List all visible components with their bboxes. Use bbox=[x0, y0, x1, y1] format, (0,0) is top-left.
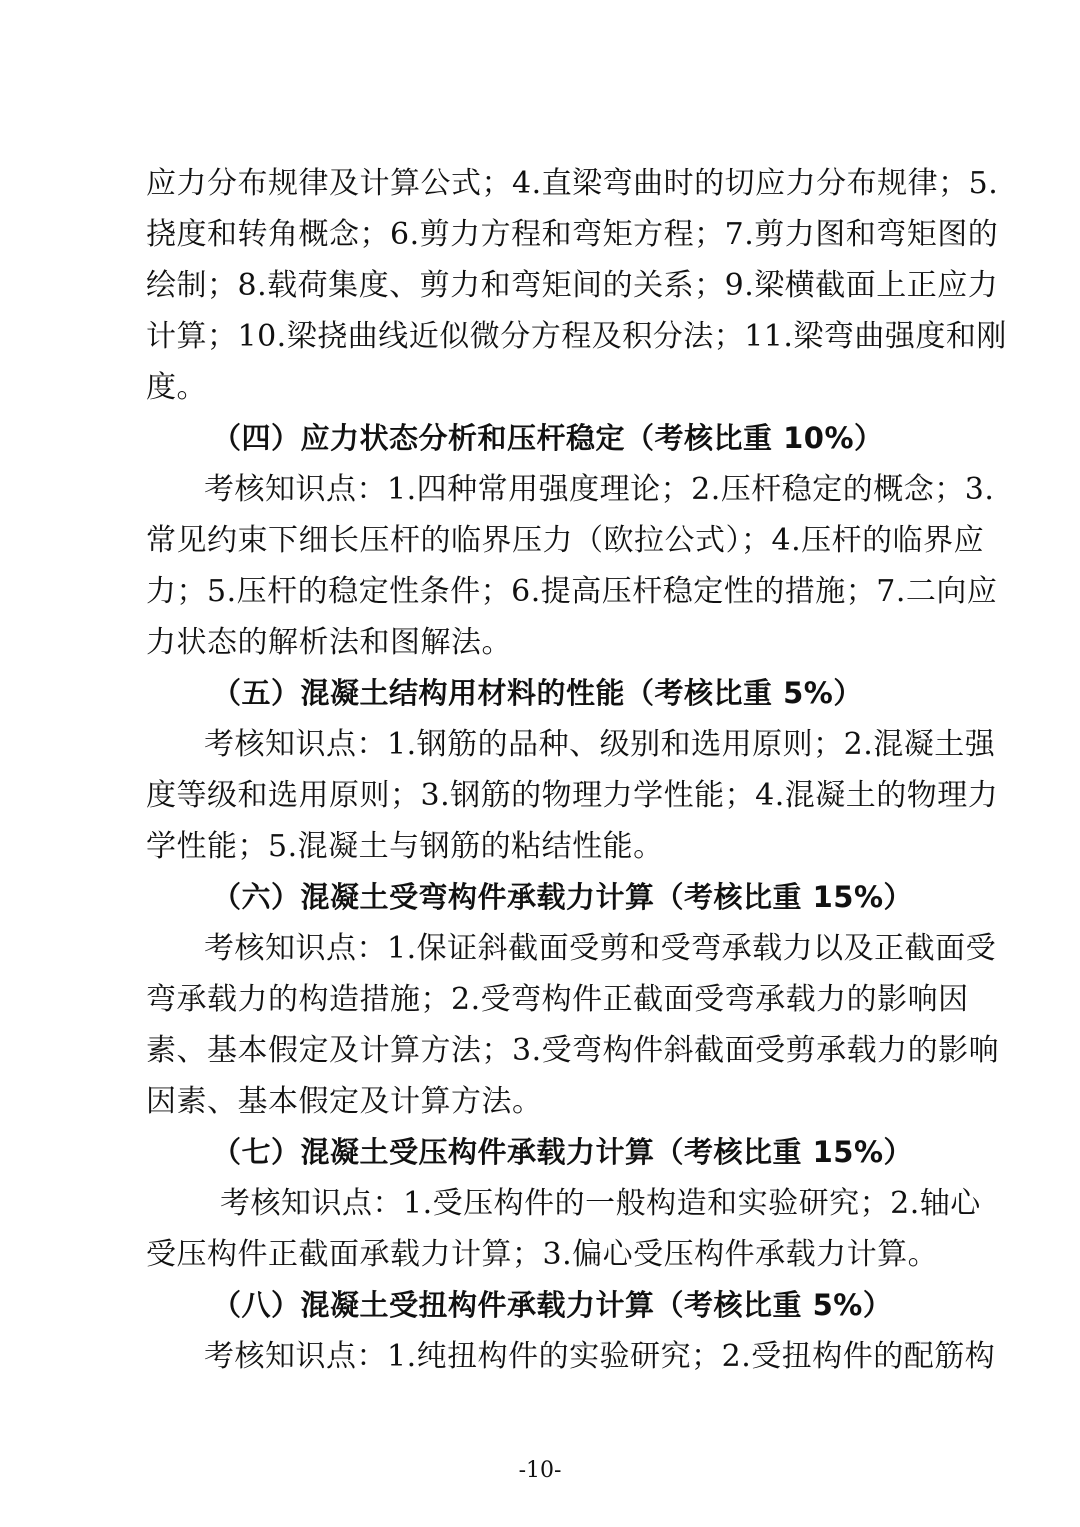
text-line: 弯承载力的构造措施；2.受弯构件正截面受弯承载力的影响因 bbox=[146, 982, 969, 1017]
text-line: 力；5.压杆的稳定性条件；6.提高压杆稳定性的措施；7.二向应 bbox=[146, 574, 998, 609]
text-line: 度。 bbox=[146, 370, 207, 405]
text-line: 素、基本假定及计算方法；3.受弯构件斜截面受剪承载力的影响 bbox=[146, 1033, 1000, 1068]
document-body bbox=[146, 158, 1007, 1382]
text-line: 受压构件正截面承载力计算；3.偏心受压构件承载力计算。 bbox=[146, 1237, 939, 1272]
text-line: 力状态的解析法和图解法。 bbox=[146, 625, 512, 660]
section-heading: （六）混凝土受弯构件承载力计算（考核比重 15%） bbox=[212, 880, 914, 914]
section-heading: （四）应力状态分析和压杆稳定（考核比重 10%） bbox=[212, 421, 884, 455]
section-heading: （八）混凝土受扭构件承载力计算（考核比重 5%） bbox=[212, 1288, 893, 1322]
text-line: 考核知识点：1.纯扭构件的实验研究；2.受扭构件的配筋构 bbox=[204, 1339, 996, 1374]
text-line: 应力分布规律及计算公式；4.直梁弯曲时的切应力分布规律；5. bbox=[146, 166, 999, 201]
text-line: 学性能；5.混凝土与钢筋的粘结性能。 bbox=[146, 829, 664, 864]
text-line: 计算；10.梁挠曲线近似微分方程及积分法；11.梁弯曲强度和刚 bbox=[146, 319, 1007, 354]
text-line: 绘制；8.载荷集度、剪力和弯矩间的关系；9.梁横截面上正应力 bbox=[146, 268, 999, 303]
text-line: 考核知识点：1.四种常用强度理论；2.压杆稳定的概念；3. bbox=[204, 472, 995, 507]
section-heading: （七）混凝土受压构件承载力计算（考核比重 15%） bbox=[212, 1135, 914, 1169]
text-line: 考核知识点：1.钢筋的品种、级别和选用原则；2.混凝土强 bbox=[204, 727, 996, 762]
text-line: 因素、基本假定及计算方法。 bbox=[146, 1084, 543, 1119]
text-line: 考核知识点：1.受压构件的一般构造和实验研究；2.轴心 bbox=[220, 1186, 981, 1221]
text-line: 度等级和选用原则；3.钢筋的物理力学性能；4.混凝土的物理力 bbox=[146, 778, 999, 813]
page-number: -10- bbox=[518, 1458, 562, 1483]
text-line: 考核知识点：1.保证斜截面受剪和受弯承载力以及正截面受 bbox=[204, 931, 997, 966]
text-line: 挠度和转角概念；6.剪力方程和弯矩方程；7.剪力图和弯矩图的 bbox=[146, 217, 999, 252]
section-heading: （五）混凝土结构用材料的性能（考核比重 5%） bbox=[212, 676, 863, 710]
text-line: 常见约束下细长压杆的临界压力（欧拉公式）；4.压杆的临界应 bbox=[146, 523, 985, 558]
